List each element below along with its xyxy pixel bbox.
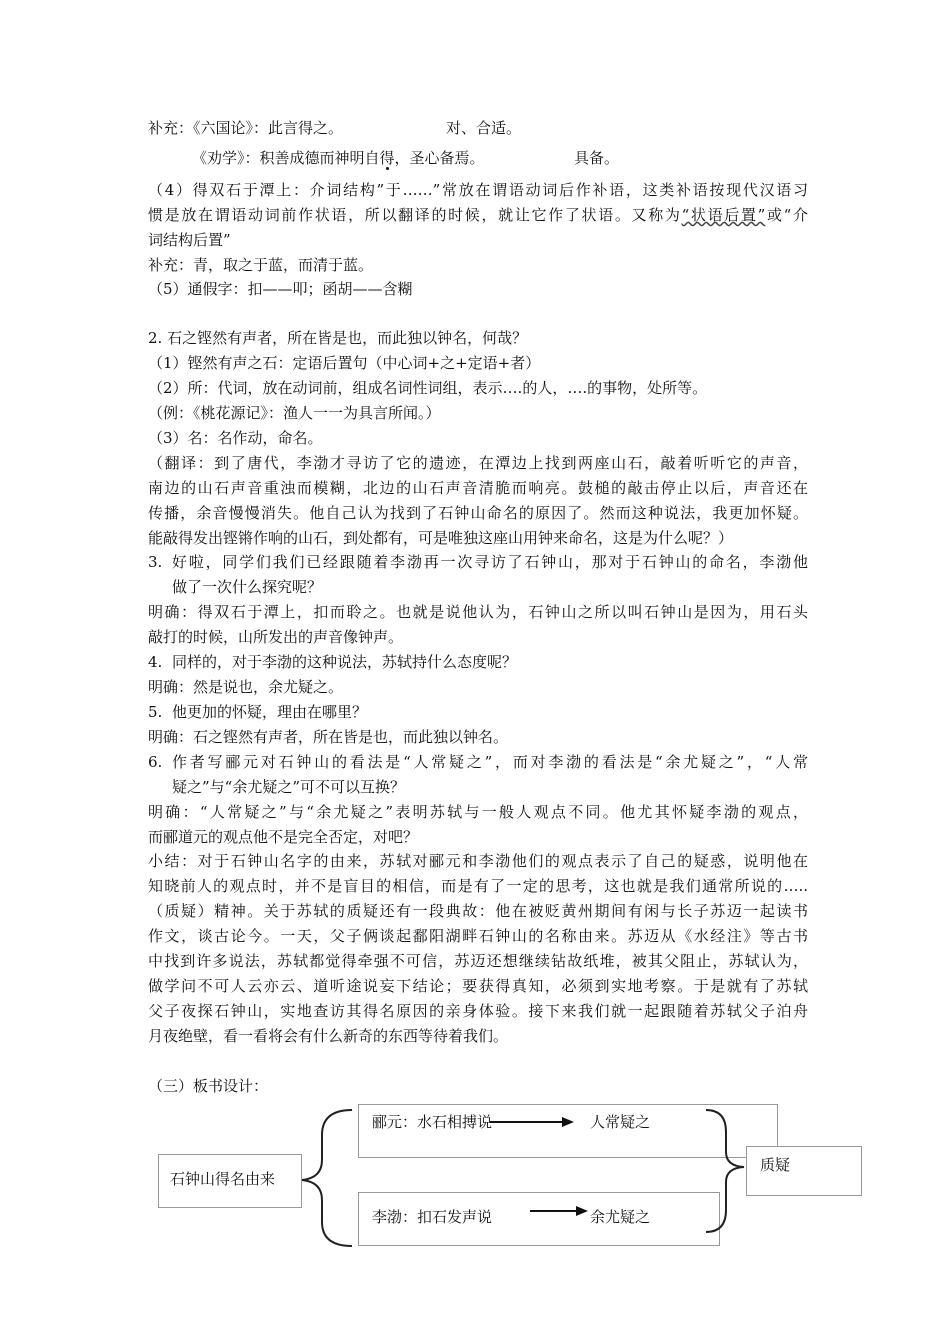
q4-line-1: 同样的，对于李渤的这种说法，苏轼持什么态度呢？ bbox=[172, 653, 518, 671]
item4-line-3: 词结构后置” bbox=[148, 231, 231, 249]
summary-line-3: （质疑）精神。关于苏轼的质疑还有一段典故：他在被贬黄州期间有闲与长子苏迈一起读书 bbox=[148, 902, 808, 920]
q3-line-1: 好啦，同学们我们已经跟随着李渤再一次寻访了石钟山，那对于石钟山的命名，李渤他 bbox=[172, 553, 808, 571]
view1-result: 人常疑之 bbox=[590, 1113, 651, 1131]
right-brace bbox=[706, 1110, 744, 1232]
q2-translation-4: 能敲得发出铿锵作响的山石，到处都有，可是唯独这座山用钟来命名，这是为什么呢？） bbox=[148, 529, 734, 547]
summary-line-7: 父子夜探石钟山，实地查访其得名原因的亲身体验。接下来我们就一起跟随着苏轼父子泊舟 bbox=[148, 1002, 808, 1020]
supplement-text: 《劝学》：积善成德而神明自 bbox=[192, 149, 380, 167]
view2-person: 李渤：扣石发声说 bbox=[372, 1208, 493, 1226]
q2-point-2: （2）所：代词，放在动词前，组成名词性词组，表示….的人，….的事物，处所等。 bbox=[148, 379, 708, 397]
q6-line-1: 作者写郦元对石钟山的看法是“人常疑之”，而对李渤的看法是“余尤疑之”，“人常 bbox=[172, 753, 808, 771]
q2-point-3: （例：《桃花源记》：渔人一一为具言所闻。） bbox=[148, 404, 441, 422]
supplement-2: 补充：青，取之于蓝，而清于蓝。 bbox=[148, 256, 374, 274]
q2-point-1: （1）铿然有声之石：定语后置句（中心词+之+定语+者） bbox=[148, 354, 541, 372]
left-brace bbox=[302, 1110, 352, 1246]
q2-translation-1: （翻译：到了唐代，李渤才寻访了它的遗迹，在潭边上找到两座山石，敲着听听它的声音， bbox=[148, 454, 808, 472]
q6-line-2: 疑之”与“余尤疑之”可不可以互换？ bbox=[172, 778, 406, 796]
q4-answer: 明确：然是说也，余尤疑之。 bbox=[148, 678, 344, 696]
q6-number: 6. bbox=[148, 753, 163, 771]
supplement-meaning-2: 具备。 bbox=[574, 149, 620, 167]
q6-answer-2: 而郦道元的观点他不是完全否定，对吧？ bbox=[148, 828, 419, 846]
q2-title: 2. 石之铿然有声者，所在皆是也，而此独以钟名，何哉？ bbox=[148, 329, 528, 347]
q5-number: 5. bbox=[148, 703, 163, 721]
summary-line-4: 作文，谈古论今。一天，父子俩谈起鄱阳湖畔石钟山的名称由来。苏迈从《水经注》等古书 bbox=[148, 927, 808, 945]
q3-number: 3. bbox=[148, 553, 163, 571]
supplement-text: 补充：《六国论》：此言得之。 bbox=[148, 119, 344, 137]
q2-translation-3: 传播，余音慢慢消失。他自己认为找到了石钟山命名的原因了。然而这种说法，我更加怀疑。 bbox=[148, 504, 808, 522]
root-label: 石钟山得名由来 bbox=[170, 1170, 276, 1188]
summary-line-2: 知晓前人的观点时，并不是盲目的相信，而是有了一定的思考，这也就是我们通常所说的….. bbox=[148, 877, 808, 895]
summary-line-8: 月夜绝壁，看一看将会有什么新奇的东西等待着我们。 bbox=[148, 1027, 509, 1045]
summary-line-5: 中找到许多说法，苏轼都觉得牵强不可信，苏迈还想继续钻故纸堆，被其父阻止，苏轼认为， bbox=[148, 952, 808, 970]
item4-text: 或“介 bbox=[765, 206, 808, 224]
q3-line-2: 做了一次什么探究呢？ bbox=[172, 578, 323, 596]
q5-answer: 明确：石之铿然有声者，所在皆是也，而此独以钟名。 bbox=[148, 728, 509, 746]
q4-number: 4. bbox=[148, 653, 163, 671]
summary-line-1: 小结：对于石钟山名字的由来，苏轼对郦元和李渤他们的观点表示了自己的疑惑，说明他在 bbox=[148, 852, 808, 870]
supplement-meaning-1: 对、合适。 bbox=[446, 119, 522, 137]
q2-translation-2: 南边的山石声音重浊而模糊，北边的山石声音清脆而响亮。鼓槌的敲击停止以后，声音还在 bbox=[148, 479, 808, 497]
q3-answer-1: 明确：得双石于潭上，扣而聆之。也就是说他认为，石钟山之所以叫石钟山是因为，用石头 bbox=[148, 603, 808, 621]
q6-answer-1: 明确：“人常疑之”与“余尤疑之”表明苏轼与一般人观点不同。他尤其怀疑李渤的观点， bbox=[148, 803, 808, 821]
view2-result: 余尤疑之 bbox=[590, 1208, 651, 1226]
item4-line-1: （4）得双石于潭上：介词结构”于……”常放在谓语动词后作补语，这类补语按现代汉语习 bbox=[148, 181, 808, 199]
q2-point-4: （3）名：名作动，命名。 bbox=[148, 429, 323, 447]
q3-answer-2: 敲打的时候，山所发出的声音像钟声。 bbox=[148, 628, 404, 646]
arrow-2-head bbox=[576, 1206, 588, 1216]
wavy-underlined-term: “状语后置” bbox=[681, 206, 766, 224]
conclusion-label: 质疑 bbox=[760, 1156, 791, 1174]
item4-text: 惯是放在谓语动词前作状语，所以翻译的时候，就让它作了状语。又称为 bbox=[148, 206, 682, 224]
item5: （5）通假字：扣——叩；函胡——含糊 bbox=[148, 280, 413, 298]
board-title: （三）板书设计： bbox=[148, 1077, 269, 1095]
summary-line-6: 做学问不可人云亦云、道听途说妄下结论；要获得真知，必须到实地考察。于是就有了苏轼 bbox=[148, 977, 808, 995]
emphasis-dot-char: 得 bbox=[379, 149, 395, 167]
supplement-text: ，圣心备焉。 bbox=[394, 149, 485, 167]
view1-person: 郦元：水石相搏说 bbox=[372, 1113, 493, 1131]
q5-line-1: 他更加的怀疑，理由在哪里？ bbox=[172, 703, 368, 721]
arrow-1-head bbox=[562, 1117, 574, 1127]
